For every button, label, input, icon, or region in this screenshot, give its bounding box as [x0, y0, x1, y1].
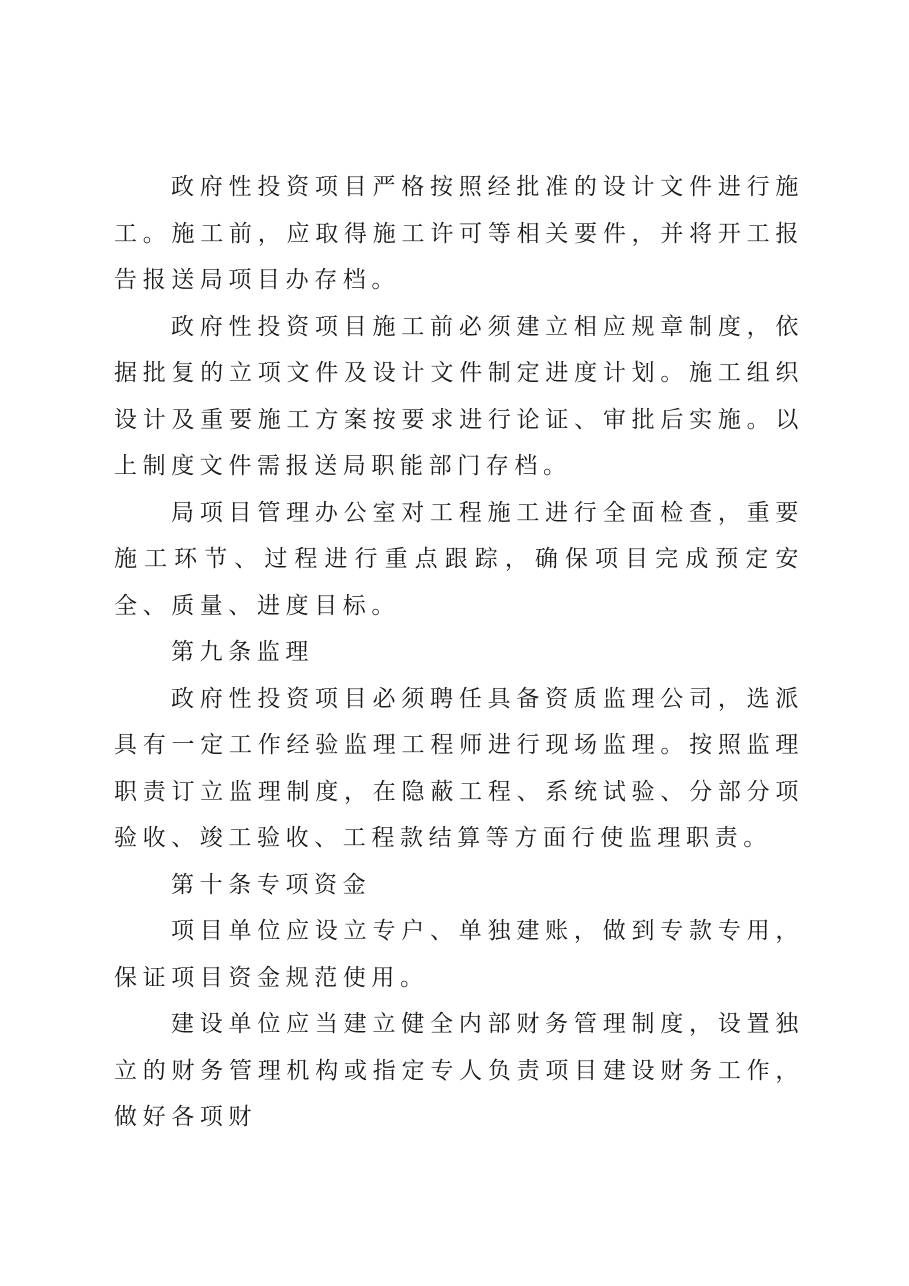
paragraph-supervision: 政府性投资项目必须聘任具备资质监理公司，选派具有一定工作经验监理工程师进行现场监理。按照监理职责订立监理制度，在隐蔽工程、系统试验、分部分项验收、竣工验收、工程款结算等方面行使监理职责。 [114, 685, 804, 851]
paragraph-financial-management: 建设单位应当建立健全内部财务管理制度，设置独立的财务管理机构或指定专人负责项目建设财务工作，做好各项财 [114, 1011, 804, 1130]
paragraph-rules-and-schedule: 政府性投资项目施工前必须建立相应规章制度，依据批复的立项文件及设计文件制定进度计划。施工组织设计及重要施工方案按要求进行论证、审批后实施。以上制度文件需报送局职能部门存档。 [114, 313, 804, 479]
paragraph-dedicated-account: 项目单位应设立专户、单独建账，做到专款专用，保证项目资金规范使用。 [114, 918, 804, 991]
article-heading-special-funds: 第十条专项资金 [171, 871, 372, 898]
paragraph-inspection: 局项目管理办公室对工程施工进行全面检查，重要施工环节、过程进行重点跟踪，确保项目完成预定安全、质量、进度目标。 [114, 499, 804, 619]
paragraph-construction-approval: 政府性投资项目严格按照经批准的设计文件进行施工。施工前，应取得施工许可等相关要件，并将开工报告报送局项目办存档。 [114, 174, 804, 293]
article-heading-supervision: 第九条监理 [171, 639, 314, 665]
document-body [114, 164, 804, 1141]
